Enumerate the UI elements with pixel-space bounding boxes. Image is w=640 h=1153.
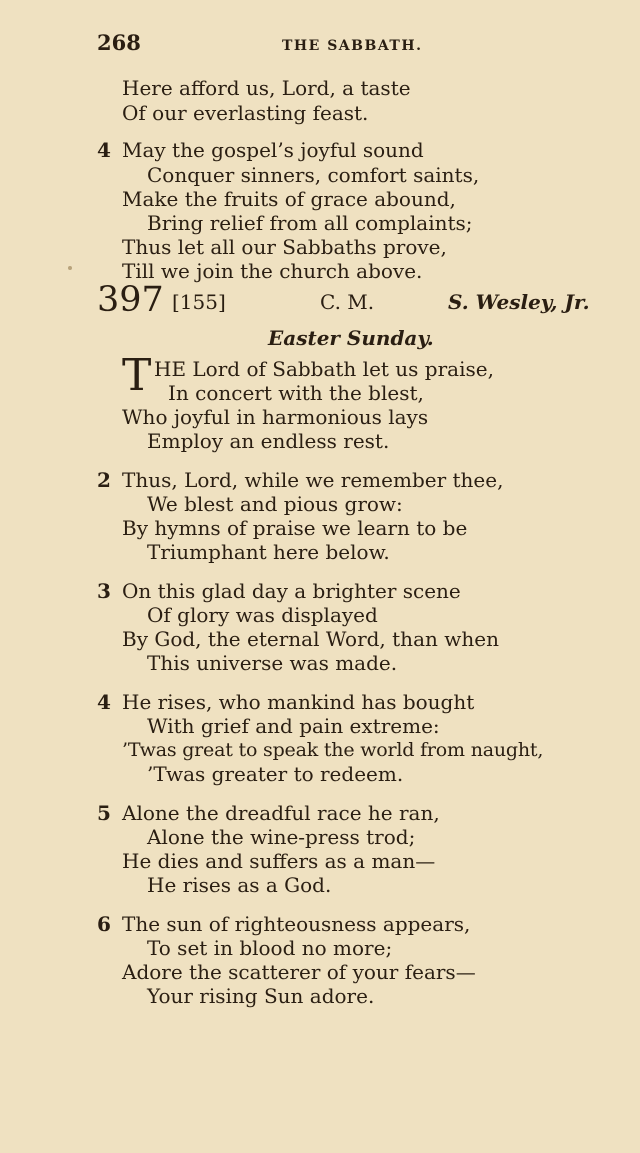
- verse-line: The sun of righteousness appears,: [122, 912, 471, 936]
- verse-line: Thus, Lord, while we remember thee,: [122, 468, 504, 492]
- stanza-number: 5: [97, 801, 111, 825]
- hymn-reference: [155]: [172, 290, 226, 314]
- verse-line: Alone the dreadful race he ran,: [122, 801, 440, 825]
- verse-line: Triumphant here below.: [147, 540, 390, 564]
- verse-line: Employ an endless rest.: [147, 429, 390, 453]
- verse-line: Adore the scatterer of your fears—: [122, 960, 476, 984]
- stanza-number: 4: [97, 690, 111, 714]
- verse-line: Alone the wine-press trod;: [147, 825, 416, 849]
- verse-line: On this glad day a brighter scene: [122, 579, 461, 603]
- verse-line: Bring relief from all complaints;: [147, 211, 473, 235]
- verse-line: Here afford us, Lord, a taste: [122, 76, 411, 100]
- verse-line: Of glory was displayed: [147, 603, 378, 627]
- verse-line: HE Lord of Sabbath let us praise,: [154, 357, 494, 381]
- verse-line: Of our everlasting feast.: [122, 101, 369, 125]
- verse-line: May the gospel’s joyful sound: [122, 138, 424, 162]
- verse-line: He rises as a God.: [147, 873, 332, 897]
- stanza-number: 4: [97, 138, 111, 162]
- page-number: 268: [97, 30, 141, 55]
- verse-line: By God, the eternal Word, than when: [122, 627, 499, 651]
- running-title: THE SABBATH.: [282, 38, 423, 54]
- verse-line: Conquer sinners, comfort saints,: [147, 163, 480, 187]
- verse-line: We blest and pious grow:: [147, 492, 403, 516]
- verse-line: Thus let all our Sabbaths prove,: [122, 235, 447, 259]
- verse-line: By hymns of praise we learn to be: [122, 516, 468, 540]
- stanza-number: 6: [97, 912, 111, 936]
- verse-line: He rises, who mankind has bought: [122, 690, 475, 714]
- hymn-number: 397: [97, 280, 164, 320]
- verse-line: Make the fruits of grace abound,: [122, 187, 456, 211]
- verse-line: Your rising Sun adore.: [147, 984, 375, 1008]
- verse-line: ’Twas great to speak the world from naught,: [122, 739, 544, 761]
- verse-line: This universe was made.: [147, 651, 398, 675]
- verse-line: Till we join the church above.: [122, 259, 423, 283]
- stanza-number: 3: [97, 579, 111, 603]
- verse-line: With grief and pain extreme:: [147, 714, 440, 738]
- verse-line: ’Twas greater to redeem.: [147, 762, 404, 786]
- hymn-author: S. Wesley, Jr.: [448, 290, 590, 314]
- hymn-meter: C. M.: [320, 290, 375, 314]
- drop-capital: T: [122, 350, 152, 401]
- verse-line: In concert with the blest,: [168, 381, 424, 405]
- stanza-number: 2: [97, 468, 111, 492]
- verse-line: To set in blood no more;: [147, 936, 393, 960]
- hymn-occasion: Easter Sunday.: [268, 326, 434, 350]
- verse-line: He dies and suffers as a man—: [122, 849, 436, 873]
- verse-line: Who joyful in harmonious lays: [122, 405, 429, 429]
- paper-speck: [68, 266, 72, 270]
